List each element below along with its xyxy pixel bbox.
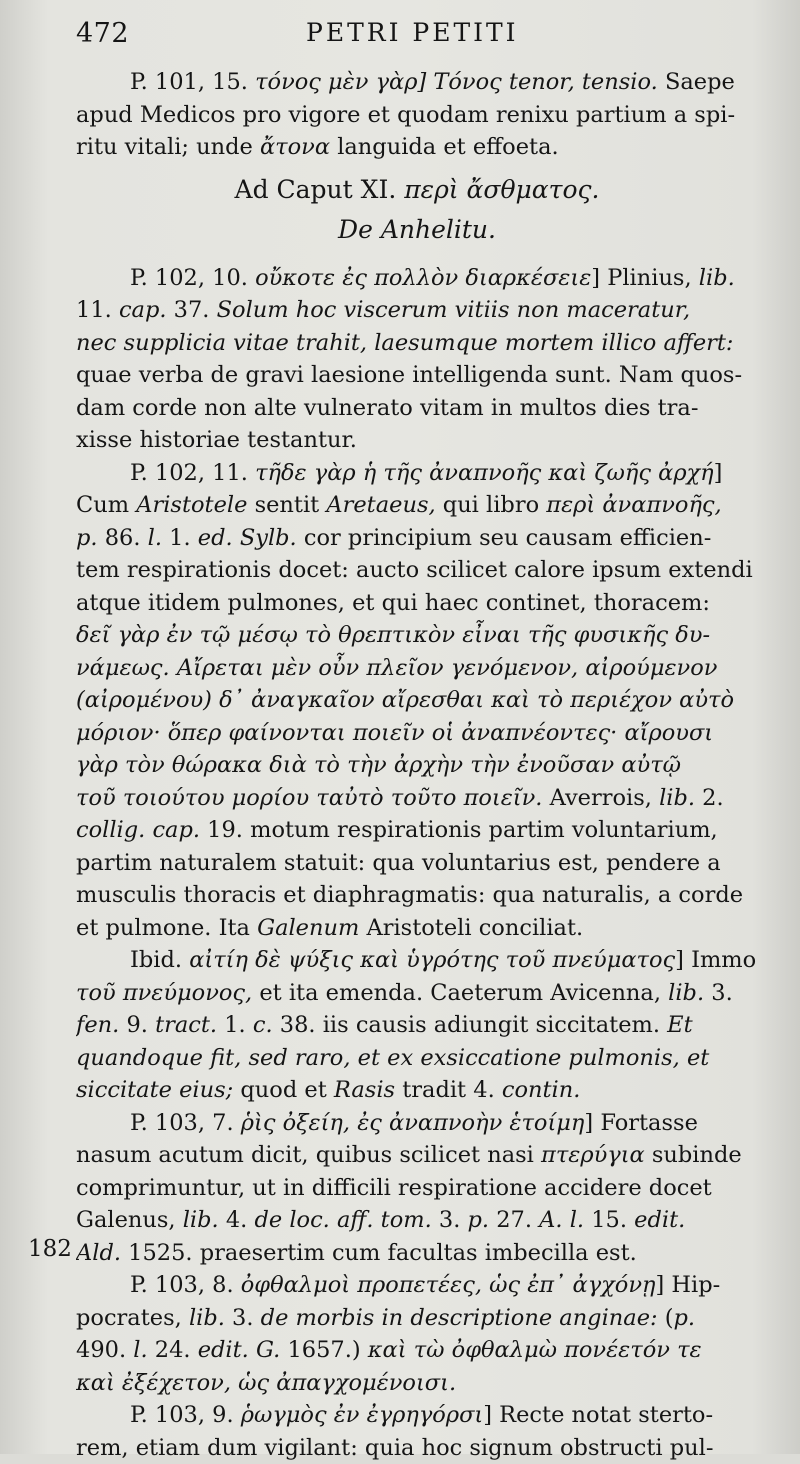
text-run: 37. [167, 297, 217, 323]
text-run: 9. [119, 1012, 155, 1038]
italic-run: Rasis [334, 1077, 395, 1103]
italic-run: nec supplicia vitae trahit, laesumque mortem illico affert: [76, 330, 734, 356]
text-run: 4. [219, 1207, 255, 1233]
note-p103-7-line-1 [76, 1107, 758, 1140]
page-header [76, 14, 756, 54]
chapter-heading [76, 170, 758, 210]
text-run: pocrates, [76, 1305, 189, 1331]
text-run: ] Hip- [655, 1272, 720, 1298]
page-body [76, 66, 758, 1464]
italic-run: De Anhelitu. [338, 215, 496, 244]
italic-run: Aristotele [136, 492, 247, 518]
italic-run: Et [667, 1012, 692, 1038]
text-run: 490. [76, 1337, 133, 1363]
text-run: rem, etiam dum vigilant: quia hoc signum obstructi pul- [76, 1435, 713, 1461]
italic-run: fen. [76, 1012, 119, 1038]
text-run: 15. [584, 1207, 634, 1233]
text-run: 86. [98, 525, 148, 551]
italic-run: τοῦ πνεύμονος, [76, 980, 252, 1006]
text-run: 27. [489, 1207, 539, 1233]
chapter-subheading [76, 210, 758, 250]
text-line [76, 99, 758, 132]
italic-run: ῥὶς ὀξείη, ἐς ἀναπνοὴν ἑτοίμη [241, 1110, 585, 1136]
text-line [76, 1009, 758, 1042]
text-line [76, 522, 758, 555]
italic-run: p. [468, 1207, 490, 1233]
greek-text-line [76, 717, 758, 750]
italic-run: quandoque fit, sed raro, et ex exsiccatione pulmonis, et [76, 1045, 709, 1071]
text-run: dam corde non alte vulnerato vitam in multos dies tra- [76, 395, 698, 421]
text-run: 1. [162, 525, 198, 551]
italic-run: καὶ ἐξέχετον, ὡς ἀπαγχομένοισι. [76, 1370, 456, 1396]
greek-text-line [76, 619, 758, 652]
text-line [76, 1074, 758, 1107]
text-run: partim naturalem statuit: qua voluntarius est, pendere a [76, 850, 721, 876]
italic-run: lib. [668, 980, 704, 1006]
text-run: xisse historiae testantur. [76, 427, 357, 453]
text-run: 3. [704, 980, 733, 1006]
text-line [76, 879, 758, 912]
italic-run: cap. [119, 297, 167, 323]
text-line [76, 424, 758, 457]
text-line [76, 1172, 758, 1205]
text-run: ] Immo [675, 947, 756, 973]
greek-text-line [76, 749, 758, 782]
text-line [76, 1302, 758, 1335]
text-run: Ibid. [130, 947, 189, 973]
text-run: tem respirationis docet: aucto scilicet calore ipsum extendi [76, 557, 753, 583]
page-number: 472 [76, 18, 129, 49]
text-run: Averrois, [542, 785, 659, 811]
italic-run: de morbis in descriptione anginae: [261, 1305, 658, 1331]
text-run: et pulmone. Ita [76, 915, 257, 941]
text-line [76, 1139, 758, 1172]
italic-run: τῆδε γὰρ ἡ τῆς ἀναπνοῆς καὶ ζωῆς ἀρχή [255, 460, 714, 486]
italic-run: lib. [699, 265, 735, 291]
text-run: P. 101, 15. [130, 69, 255, 95]
text-run: sentit [247, 492, 326, 518]
text-line [76, 814, 758, 847]
text-run: cor principium seu causam efficien- [297, 525, 712, 551]
text-line [76, 359, 758, 392]
greek-text-line [76, 684, 758, 717]
text-run: musculis thoracis et diaphragmatis: qua naturalis, a corde [76, 882, 743, 908]
italic-run: siccitate eius; [76, 1077, 233, 1103]
note-p103-9-line-1 [76, 1399, 758, 1432]
italic-run: lib. [183, 1207, 219, 1233]
italic-run: (αἰρομένου) δ᾽ ἀναγκαῖον αἴρεσθαι καὶ τὸ περιέχον αὐτὸ [76, 687, 734, 713]
italic-run: A. l. [539, 1207, 584, 1233]
text-run: Saepe [658, 69, 735, 95]
running-head: PETRI PETITI [306, 18, 519, 47]
italic-run: γὰρ τὸν θώρακα διὰ τὸ τὴν ἀρχὴν τὴν ἐνοῦσαν αὐτῷ [76, 752, 681, 778]
text-run: nasum acutum dicit, quibus scilicet nasi [76, 1142, 541, 1168]
text-line [76, 489, 758, 522]
text-run: ] [714, 460, 723, 486]
note-p103-8-line-1 [76, 1269, 758, 1302]
greek-text-line [76, 652, 758, 685]
text-run: Cum [76, 492, 136, 518]
note-ibid-line-1 [76, 944, 758, 977]
italic-run: edit. G. [198, 1337, 281, 1363]
text-run: 11. [76, 297, 119, 323]
italic-run: μόριον· ὅπερ φαίνονται ποιεῖν οἱ ἀναπνέοντες· αἴρουσι [76, 720, 713, 746]
text-line [76, 1432, 758, 1464]
italic-run: περὶ ἀναπνοῆς, [546, 492, 721, 518]
text-line [76, 327, 758, 360]
italic-run: edit. [634, 1207, 685, 1233]
italic-run: tract. [155, 1012, 217, 1038]
italic-run: Aretaeus, [326, 492, 435, 518]
text-run: ] Plinius, [591, 265, 699, 291]
italic-run: νάμεως. Αἴρεται μὲν οὖν πλεῖον γενόμενον, αἰρούμενον [76, 655, 717, 681]
text-run: languida et effoeta. [330, 134, 559, 160]
italic-run: καὶ τὼ ὀφθαλμὼ πονέετόν τε [368, 1337, 702, 1363]
italic-run: c. [253, 1012, 273, 1038]
italic-run: lib. [189, 1305, 225, 1331]
italic-run: τοῦ τοιούτου μορίου ταὐτὸ τοῦτο ποιεῖν. [76, 785, 542, 811]
text-run: 3. [225, 1305, 261, 1331]
italic-run: Ald. [76, 1240, 121, 1266]
italic-run: l. [148, 525, 162, 551]
text-run: 1657.) [280, 1337, 368, 1363]
text-run: comprimuntur, ut in difficili respiratione accidere docet [76, 1175, 712, 1201]
text-run: 24. [148, 1337, 198, 1363]
italic-run: p. [674, 1305, 696, 1331]
text-line [76, 847, 758, 880]
margin-page-number: 182 [28, 1236, 72, 1262]
text-line [76, 1042, 758, 1075]
text-run: 1525. praesertim cum facultas imbecilla est. [121, 1240, 637, 1266]
text-run: P. 103, 8. [130, 1272, 241, 1298]
text-run: P. 103, 7. [130, 1110, 241, 1136]
text-run: P. 102, 10. [130, 265, 255, 291]
text-line [76, 1334, 758, 1367]
text-run: quae verba de gravi laesione intelligenda sunt. Nam quos- [76, 362, 742, 388]
note-p102-10-line-1 [76, 262, 758, 295]
italic-run: contin. [502, 1077, 581, 1103]
italic-run: ed. Sylb. [198, 525, 297, 551]
text-run: 19. motum respirationis partim voluntarium, [200, 817, 718, 843]
italic-run: αἰτίη δὲ ψύξις καὶ ὑγρότης τοῦ πνεύματος [189, 947, 675, 973]
italic-run: περὶ ἄσθματος. [404, 175, 599, 204]
text-line [76, 912, 758, 945]
italic-run: ῥωγμὸς ἐν ἐγρηγόρσι [241, 1402, 483, 1428]
text-run: apud Medicos pro vigore et quodam renixu partium a spi- [76, 102, 735, 128]
italic-run: δεῖ γὰρ ἐν τῷ μέσῳ τὸ θρεπτικὸν εἶναι τῆς φυσικῆς δυ- [76, 622, 710, 648]
text-run: P. 102, 11. [130, 460, 255, 486]
italic-run: collig. cap. [76, 817, 200, 843]
text-run: et ita emenda. Caeterum Avicenna, [252, 980, 668, 1006]
text-run: tradit 4. [395, 1077, 502, 1103]
text-line [76, 131, 758, 164]
text-run: Aristoteli conciliat. [359, 915, 583, 941]
text-run: P. 103, 9. [130, 1402, 241, 1428]
text-run: quod et [233, 1077, 334, 1103]
italic-run: ἄτονα [260, 134, 330, 160]
text-line [76, 782, 758, 815]
text-run: Galenus, [76, 1207, 183, 1233]
text-run: ] Fortasse [584, 1110, 697, 1136]
italic-run: de loc. aff. tom. [254, 1207, 431, 1233]
italic-run: p. [76, 525, 98, 551]
italic-run: ὀφθαλμοὶ προπετέες, ὡς ἐπ᾽ ἀγχόνῃ [241, 1272, 656, 1298]
italic-run: πτερύγια [541, 1142, 645, 1168]
italic-run: τόνος μὲν γὰρ] Τόνος tenor, tensio. [255, 69, 658, 95]
italic-run: Solum hoc viscerum vitiis non maceratur, [217, 297, 691, 323]
text-line [76, 1367, 758, 1400]
text-run: atque itidem pulmones, et qui haec continet, thoracem: [76, 590, 710, 616]
text-run: subinde [645, 1142, 742, 1168]
text-run: 2. [695, 785, 724, 811]
text-line [76, 587, 758, 620]
text-line [76, 294, 758, 327]
text-line [76, 554, 758, 587]
text-line [76, 392, 758, 425]
text-line [76, 1237, 758, 1270]
text-run: ( [658, 1305, 674, 1331]
italic-run: Galenum [257, 915, 359, 941]
text-run: Ad Caput XI. [235, 175, 405, 204]
italic-run: οὔκοτε ἐς πολλὸν διαρκέσειε [255, 265, 591, 291]
note-p102-11-line-1 [76, 457, 758, 490]
text-line [76, 1204, 758, 1237]
italic-run: l. [133, 1337, 147, 1363]
italic-run: lib. [659, 785, 695, 811]
text-run: qui libro [436, 492, 547, 518]
text-run: ] Recte notat sterto- [483, 1402, 713, 1428]
text-run: 3. [432, 1207, 468, 1233]
text-line [76, 977, 758, 1010]
text-run: 38. iis causis adiungit siccitatem. [273, 1012, 668, 1038]
text-run: ritu vitali; unde [76, 134, 260, 160]
note-p101-15-line-1 [76, 66, 758, 99]
text-run: 1. [217, 1012, 253, 1038]
